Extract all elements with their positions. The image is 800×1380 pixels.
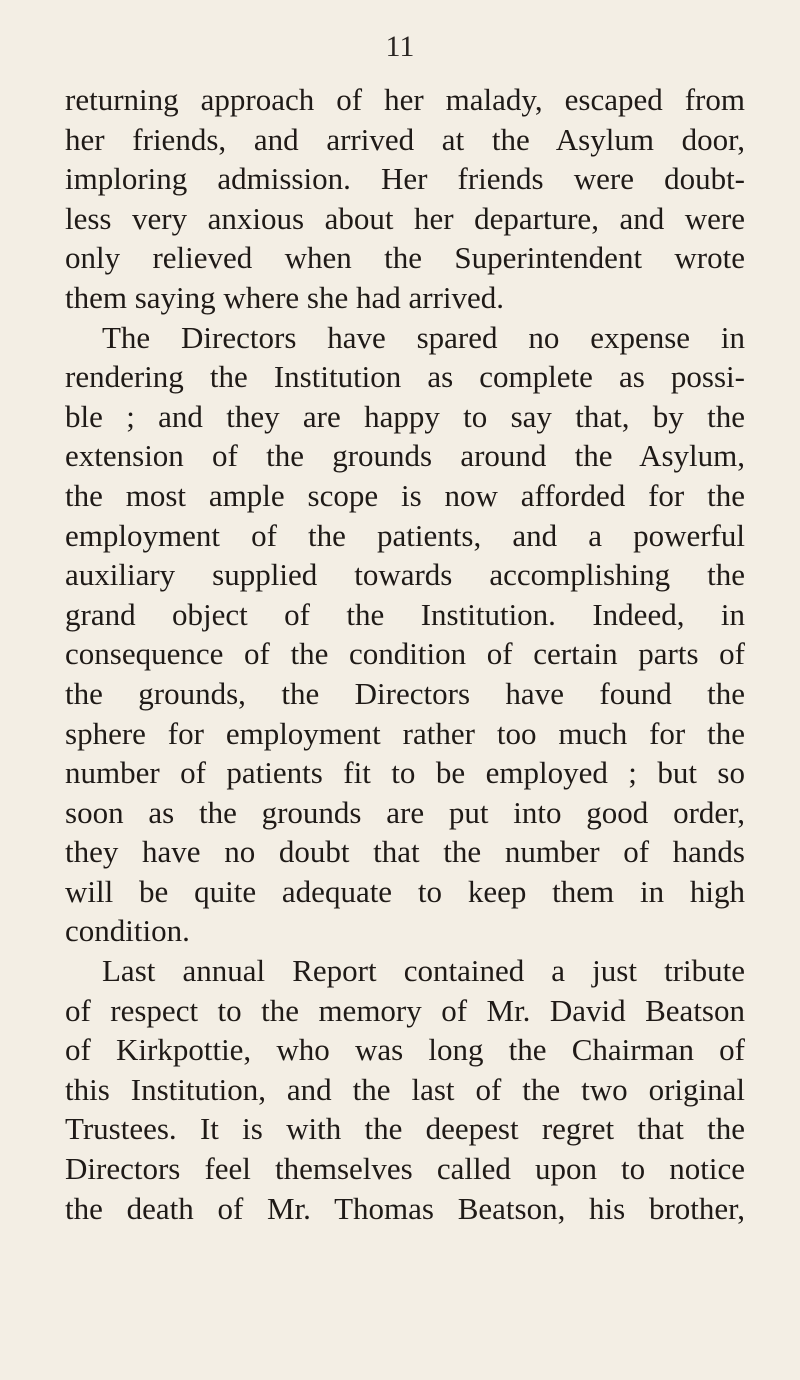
- text-line: returning approach of her malady, escaped from: [65, 82, 745, 117]
- text-line: soon as the grounds are put into good order,: [65, 794, 745, 830]
- text-line: Directors feel themselves called upon to notice: [65, 1151, 745, 1187]
- text-line: rendering the Institution as complete as possi-: [65, 359, 745, 395]
- text-line: them saying where she had arrived.: [65, 279, 505, 315]
- page-number: 11: [385, 30, 415, 63]
- text-line: of respect to the memory of Mr. David Beatson: [65, 992, 745, 1028]
- text-line: will be quite adequate to keep them in high: [65, 873, 745, 909]
- text-line: the most ample scope is now afforded for the: [65, 477, 745, 513]
- text-line: only relieved when the Superintendent wrote: [65, 240, 745, 276]
- text-line: grand object of the Institution. Indeed, in: [65, 596, 745, 632]
- text-line: auxiliary supplied towards accomplishing the: [65, 557, 745, 593]
- text-line: extension of the grounds around the Asylum,: [65, 438, 745, 474]
- text-line: ble ; and they are happy to say that, by the: [65, 398, 745, 434]
- text-line: Last annual Report contained a just tribute: [102, 953, 745, 989]
- text-line: less very anxious about her departure, and were: [65, 200, 745, 236]
- text-line: they have no doubt that the number of hands: [65, 834, 745, 870]
- text-line: sphere for employment rather too much for the: [65, 715, 745, 751]
- text-line: the grounds, the Directors have found the: [65, 675, 745, 711]
- body-text: [65, 80, 745, 1228]
- text-line: imploring admission. Her friends were doubt-: [65, 161, 745, 197]
- text-line: consequence of the condition of certain parts of: [65, 636, 745, 672]
- text-line: condition.: [65, 913, 190, 949]
- text-line: number of patients fit to be employed ; but so: [65, 755, 745, 791]
- text-line: the death of Mr. Thomas Beatson, his brother,: [65, 1190, 745, 1226]
- text-line: The Directors have spared no expense in: [102, 319, 745, 355]
- text-line: this Institution, and the last of the two original: [65, 1071, 745, 1107]
- text-line: employment of the patients, and a powerful: [65, 517, 745, 553]
- text-line: Trustees. It is with the deepest regret that the: [65, 1111, 745, 1147]
- text-line: her friends, and arrived at the Asylum door,: [65, 121, 745, 157]
- text-line: of Kirkpottie, who was long the Chairman of: [65, 1032, 745, 1068]
